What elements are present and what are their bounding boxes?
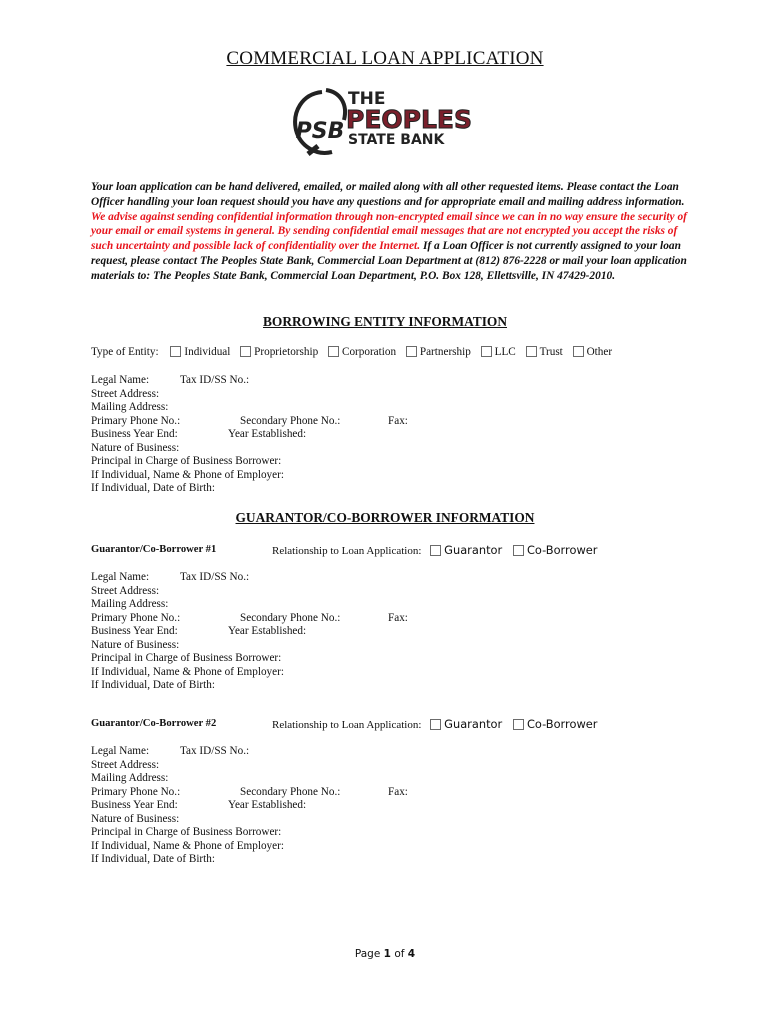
intro-part1: Your loan application can be hand delivered, emailed, or mailed along with all other requested items. Please contact the Loan Officer handling your loan request should you have any questions and for appropriate email and mailing address information. (91, 181, 685, 208)
checkbox[interactable] (513, 545, 524, 556)
guarantor-1-relationship (272, 543, 597, 557)
g2-primary-phone-label: Primary Phone No.: (91, 785, 181, 798)
g2-mailing-label: Mailing Address: (91, 772, 169, 784)
borrower-secondary-phone-label: Secondary Phone No.: (240, 414, 341, 427)
g2-dob-label: If Individual, Date of Birth: (91, 853, 215, 865)
g1-primary-phone-label: Primary Phone No.: (91, 611, 181, 624)
option-label: Corporation (341, 346, 397, 358)
borrower-nature-label: Nature of Business: (91, 441, 180, 454)
page-footer (0, 948, 770, 960)
guarantor-1-title: Guarantor/Co-Borrower #1 (91, 544, 217, 555)
g1-year-end-label: Business Year End: (91, 625, 178, 637)
relationship-label: Relationship to Loan Application: (272, 545, 422, 557)
logo-emblem-text: PSB (295, 119, 345, 144)
borrower-tax-id-label: Tax ID/SS No.: (180, 374, 250, 386)
option-label: Guarantor (444, 543, 503, 557)
g1-tax-id-label: Tax ID/SS No.: (180, 571, 250, 583)
logo-line-statebank: STATE BANK (348, 132, 445, 148)
entity-type-row (91, 346, 619, 358)
footer-page-word: Page (354, 948, 381, 960)
g2-street-label: Street Address: (91, 758, 160, 771)
entity-option-corporation[interactable] (328, 346, 396, 358)
g2-principal-label: Principal in Charge of Business Borrower: (91, 826, 282, 838)
g1-fax-label: Fax: (388, 611, 408, 624)
option-label: Individual (184, 346, 231, 358)
option-label: Co-Borrower (526, 717, 598, 731)
entity-option-llc[interactable] (481, 346, 516, 358)
logo-line-the: THE (348, 89, 386, 109)
guarantor-2-option-coborrower[interactable] (513, 719, 598, 731)
borrower-legal-name-label: Legal Name: (91, 374, 150, 386)
option-label: Partnership (419, 346, 471, 358)
borrower-fax-label: Fax: (388, 414, 408, 427)
bank-logo-graphic (288, 84, 484, 164)
guarantor-1-option-guarantor[interactable] (430, 545, 502, 557)
entity-type-label: Type of Entity: (91, 346, 159, 358)
checkbox[interactable] (406, 346, 417, 357)
intro-paragraph (91, 180, 691, 284)
g2-employer-label: If Individual, Name & Phone of Employer: (91, 839, 284, 852)
checkbox[interactable] (170, 346, 181, 357)
option-label: Guarantor (444, 717, 503, 731)
option-label: Co-Borrower (526, 543, 598, 557)
guarantor-1-option-coborrower[interactable] (513, 545, 598, 557)
g1-mailing-label: Mailing Address: (91, 598, 169, 610)
borrowing-entity-heading: BORROWING ENTITY INFORMATION (262, 314, 508, 329)
g2-secondary-phone-label: Secondary Phone No.: (240, 785, 341, 798)
g2-year-end-label: Business Year End: (91, 799, 178, 811)
intro-security-warning: We advise against sending confidential information through non-encrypted email since we can in no way ensure the security of your email or email systems in general. By sending confidential email messages that are not encrypted you accept the risks of such uncertainty and possible lack of confidentiality over the Internet. (91, 210, 687, 253)
footer-of-word: of (394, 948, 405, 960)
g1-street-label: Street Address: (91, 584, 160, 597)
borrower-mailing-label: Mailing Address: (91, 401, 169, 413)
logo-line-peoples: PEOPLES (346, 105, 472, 134)
entity-option-other[interactable] (573, 346, 612, 358)
g1-employer-label: If Individual, Name & Phone of Employer: (91, 665, 284, 678)
entity-option-proprietorship[interactable] (240, 346, 318, 358)
guarantor-2-option-guarantor[interactable] (430, 719, 502, 731)
checkbox[interactable] (430, 719, 441, 730)
checkbox[interactable] (526, 346, 537, 357)
entity-option-trust[interactable] (526, 346, 563, 358)
g2-year-established-label: Year Established: (228, 799, 307, 811)
checkbox[interactable] (481, 346, 492, 357)
footer-current-page: 1 (383, 948, 391, 960)
g2-nature-label: Nature of Business: (91, 812, 180, 825)
checkbox[interactable] (513, 719, 524, 730)
g1-dob-label: If Individual, Date of Birth: (91, 679, 215, 691)
guarantor-2-title: Guarantor/Co-Borrower #2 (91, 718, 217, 729)
borrower-street-label: Street Address: (91, 387, 160, 400)
g2-legal-name-label: Legal Name: (91, 745, 150, 757)
g1-secondary-phone-label: Secondary Phone No.: (240, 611, 341, 624)
checkbox[interactable] (328, 346, 339, 357)
guarantor-2-relationship (272, 717, 597, 731)
borrower-primary-phone-label: Primary Phone No.: (91, 414, 181, 427)
option-label: Proprietorship (254, 346, 319, 358)
borrower-employer-label: If Individual, Name & Phone of Employer: (91, 468, 284, 481)
option-label: Other (586, 346, 613, 358)
g1-year-established-label: Year Established: (228, 625, 307, 637)
checkbox[interactable] (240, 346, 251, 357)
footer-total-pages: 4 (407, 948, 416, 960)
checkbox[interactable] (573, 346, 584, 357)
borrower-year-established-label: Year Established: (228, 428, 307, 440)
option-label: LLC (494, 346, 516, 358)
borrower-year-end-label: Business Year End: (91, 428, 178, 440)
guarantor-heading: GUARANTOR/CO-BORROWER INFORMATION (235, 510, 535, 525)
bank-logo (288, 84, 484, 164)
g2-fax-label: Fax: (388, 785, 408, 798)
g1-legal-name-label: Legal Name: (91, 571, 150, 583)
relationship-label: Relationship to Loan Application: (272, 719, 422, 731)
checkbox[interactable] (430, 545, 441, 556)
entity-option-partnership[interactable] (406, 346, 471, 358)
borrower-principal-label: Principal in Charge of Business Borrower: (91, 455, 282, 467)
g1-nature-label: Nature of Business: (91, 638, 180, 651)
borrower-dob-label: If Individual, Date of Birth: (91, 482, 215, 494)
g2-tax-id-label: Tax ID/SS No.: (180, 745, 250, 757)
option-label: Trust (539, 346, 563, 358)
entity-option-individual[interactable] (170, 346, 230, 358)
document-title: COMMERCIAL LOAN APPLICATION (226, 48, 544, 69)
g1-principal-label: Principal in Charge of Business Borrower: (91, 652, 282, 664)
intro-part2: If a Loan Officer is not currently assigned to your loan request, please contact The Peoples State Bank, Commercial Loan Department at (812) 876-2228 or mail your loan application materials to: The Peoples State Bank, Commercial Loan Department, P.O. Box 128, Ellettsville, IN 47429-2010. (91, 240, 687, 282)
